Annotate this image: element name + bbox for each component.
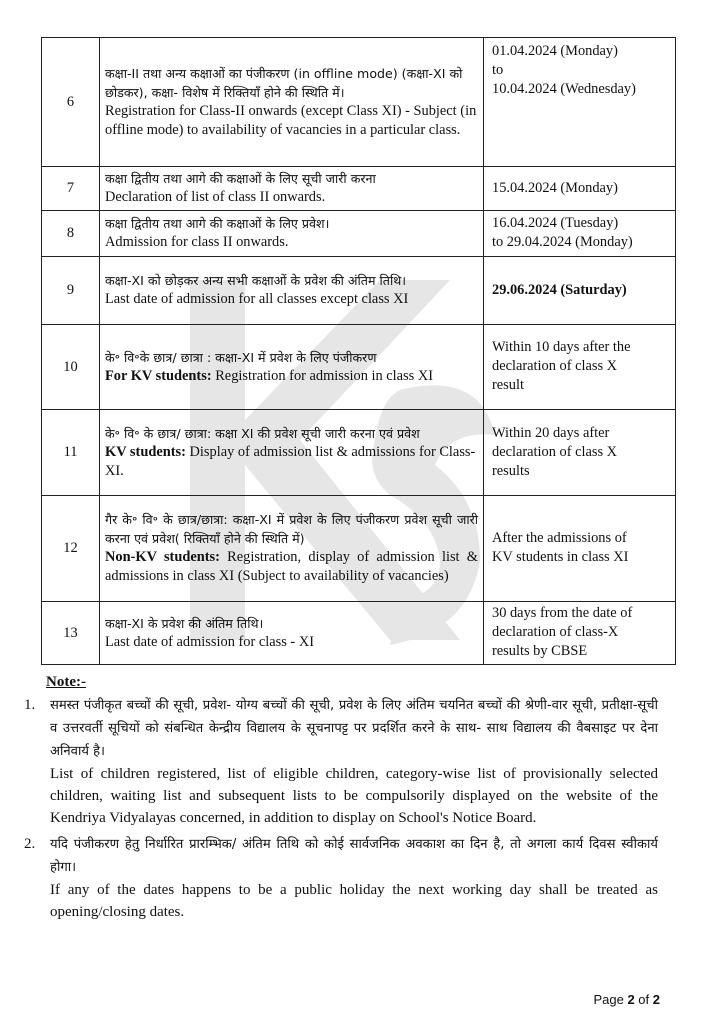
activity-english bbox=[105, 443, 478, 481]
date-cell bbox=[484, 325, 676, 410]
serial-number: 8 bbox=[42, 211, 100, 257]
list-item bbox=[18, 694, 658, 829]
activity-cell bbox=[100, 257, 484, 325]
note-number: 1. bbox=[24, 697, 36, 713]
activity-hindi: कक्षा द्वितीय तथा आगे की कक्षाओं के लिए सूची जारी करना bbox=[105, 171, 376, 186]
student-category-label: KV students: bbox=[105, 443, 186, 460]
date-line: declaration of class X bbox=[492, 443, 618, 460]
activity-cell bbox=[100, 602, 484, 665]
serial-number: 13 bbox=[42, 602, 100, 665]
date-cell bbox=[484, 167, 676, 211]
activity-cell bbox=[100, 496, 484, 602]
activity-cell bbox=[100, 325, 484, 410]
activity-hindi: के॰ वि॰ के छात्र/ छात्रा: कक्षा XI की प्रवेश सूची जारी करना एवं प्रवेश bbox=[105, 425, 420, 441]
table-row bbox=[42, 257, 676, 325]
date-line: 16.04.2024 (Tuesday) bbox=[492, 215, 619, 231]
activity-cell bbox=[100, 38, 484, 167]
note-hindi: यदि पंजीकरण हेतु निर्धारित प्रारम्भिक/ अंतिम तिथि को कोई सार्वजनिक अवकाश का दिन है, तो अगला कार्य दिवस स्वीकार्य होगा। bbox=[50, 837, 658, 875]
date-line: results bbox=[492, 462, 530, 479]
activity-cell bbox=[100, 167, 484, 211]
note-number: 2. bbox=[24, 836, 36, 852]
notes-list bbox=[18, 694, 658, 927]
date-line: KV students in class XI bbox=[492, 549, 629, 565]
serial-number: 12 bbox=[42, 496, 100, 602]
activity-english: Admission for class II onwards. bbox=[105, 234, 289, 250]
date-cell bbox=[484, 410, 676, 496]
date-line: Within 20 days after bbox=[492, 424, 610, 441]
table-row bbox=[42, 496, 676, 602]
date-line: 29.06.2024 (Saturday) bbox=[492, 281, 627, 298]
list-item bbox=[18, 833, 658, 923]
page-current: 2 bbox=[627, 992, 635, 1007]
activity-hindi: कक्षा द्वितीय तथा आगे की कक्षाओं के लिए प्रवेश। bbox=[105, 216, 330, 231]
date-line: 10.04.2024 (Wednesday) bbox=[492, 81, 636, 97]
activity-english-text: Display of admission list & admissions for Class-XI. bbox=[105, 443, 476, 479]
activity-english: Declaration of list of class II onwards. bbox=[105, 189, 326, 205]
activity-english-text: Registration, display of admission list & admissions in class XI (Subject to availability of vacancies) bbox=[105, 549, 478, 584]
activity-english bbox=[105, 548, 478, 586]
activity-cell bbox=[100, 410, 484, 496]
admission-schedule-table bbox=[41, 37, 676, 665]
date-cell bbox=[484, 257, 676, 325]
date-line: to bbox=[492, 62, 504, 78]
activity-hindi: के॰ वि॰के छात्र/ छात्रा : कक्षा-XI में प्रवेश के लिए पंजीकरण bbox=[105, 349, 377, 365]
serial-number: 9 bbox=[42, 257, 100, 325]
serial-number: 10 bbox=[42, 325, 100, 410]
date-line: results by CBSE bbox=[492, 643, 588, 659]
date-line: result bbox=[492, 377, 524, 393]
table-row bbox=[42, 602, 676, 665]
note-english: List of children registered, list of eligible children, category-wise list of provisionally selected children, waiting list and subsequent lists to be compulsorily displayed on the website of the Kendriya Vidyalayas concerned, in addition to display on School's Notice Board. bbox=[50, 766, 658, 826]
table-row bbox=[42, 325, 676, 410]
date-line: 15.04.2024 (Monday) bbox=[492, 179, 618, 196]
date-line: declaration of class-X bbox=[492, 624, 619, 640]
date-line: 30 days from the date of bbox=[492, 605, 633, 621]
note-english: If any of the dates happens to be a public holiday the next working day shall be treated as opening/closing dates. bbox=[50, 882, 658, 920]
note-hindi: समस्त पंजीकृत बच्चों की सूची, प्रवेश- योग्य बच्चों की सूची, प्रवेश के लिए अंतिम चयनित बच्चों की श्रेणी-वार सूची, प्रतीक्षा-सूची व उत्तरवर्ती सूचियों को संबन्धित केन्द्रीय विद्यालय के सूचनापट्ट पर प्रदर्शित करने के साथ- साथ विद्यालय की वैबसाइट पर देना अनिवार्य है। bbox=[50, 698, 658, 759]
date-line: 01.04.2024 (Monday) bbox=[492, 43, 618, 59]
serial-number: 11 bbox=[42, 410, 100, 496]
table-row bbox=[42, 167, 676, 211]
activity-cell bbox=[100, 211, 484, 257]
activity-english: Registration for Class-II onwards (except Class XI) - Subject (in offline mode) to availability of vacancies in a particular class. bbox=[105, 102, 477, 138]
date-line: declaration of class X bbox=[492, 358, 618, 374]
activity-hindi: गैर के॰ वि॰ के छात्र/छात्रा: कक्षा-XI में प्रवेश के लिए पंजीकरण प्रवेश सूची जारी करना एवं प्रवेश( रिक्तियाँ होने की स्थिति में) bbox=[105, 512, 478, 546]
table-row bbox=[42, 211, 676, 257]
activity-english: Last date of admission for class - XI bbox=[105, 633, 315, 650]
activity-hindi: कक्षा-XI के प्रवेश की अंतिम तिथि। bbox=[105, 615, 264, 631]
page-total: 2 bbox=[652, 992, 660, 1007]
serial-number: 6 bbox=[42, 38, 100, 167]
student-category-label: For KV students: bbox=[105, 367, 212, 384]
date-cell bbox=[484, 211, 676, 257]
page-number bbox=[593, 992, 660, 1007]
date-cell bbox=[484, 602, 676, 665]
activity-hindi: कक्षा-XI को छोड़कर अन्य सभी कक्षाओं के प्रवेश की अंतिम तिथि। bbox=[105, 273, 407, 288]
date-line: Within 10 days after the bbox=[492, 339, 631, 355]
activity-english bbox=[105, 367, 478, 386]
date-line: to 29.04.2024 (Monday) bbox=[492, 234, 633, 250]
table-row bbox=[42, 38, 676, 167]
activity-hindi: कक्षा-II तथा अन्य कक्षाओं का पंजीकरण (in offline mode) (कक्षा-XI को छोडकर), कक्षा- विशेष में रिक्तियाँ होने की स्थिति में। bbox=[105, 65, 463, 100]
serial-number: 7 bbox=[42, 167, 100, 211]
table-row bbox=[42, 410, 676, 496]
date-cell bbox=[484, 496, 676, 602]
date-line: After the admissions of bbox=[492, 530, 627, 546]
student-category-label: Non-KV students: bbox=[105, 549, 220, 565]
activity-english-text: Registration for admission in class XI bbox=[211, 367, 434, 384]
date-cell bbox=[484, 38, 676, 167]
notes-heading: Note:- bbox=[46, 674, 86, 690]
page-prefix: Page bbox=[593, 992, 628, 1007]
activity-english: Last date of admission for all classes except class XI bbox=[105, 291, 409, 307]
page-mid: of bbox=[634, 992, 653, 1007]
